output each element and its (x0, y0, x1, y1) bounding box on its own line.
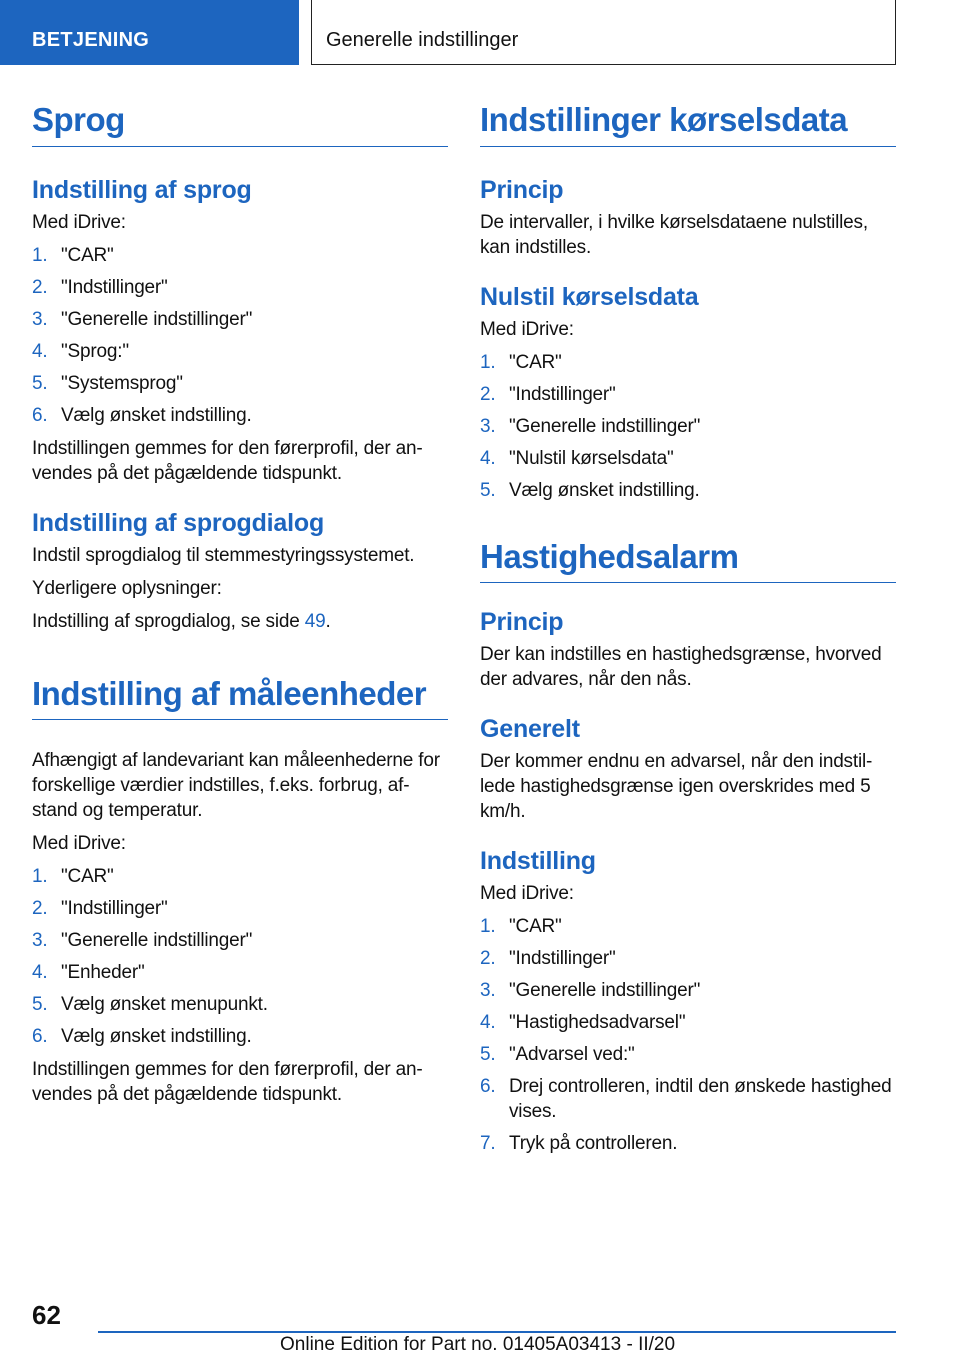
list-item: 2. "Indstillinger" (480, 948, 616, 970)
list-item: 5. Vælg ønsket indstilling. (480, 479, 700, 501)
list-item: 5. "Systemsprog" (32, 372, 183, 394)
paragraph: Der kan indstilles en hastighedsgrænse, hvorved der advares, når den nås. (480, 644, 882, 691)
steps-list-maaleenheder (32, 864, 448, 1049)
list-item: 5. "Advarsel ved:" (480, 1044, 635, 1066)
paragraph: Der kommer endnu en advarsel, når den indstillede hastighedsgrænse igen overskrides med 5 km/h. (480, 751, 873, 823)
note-text: Indstillingen gemmes for den førerprofil, der anvendes på det pågældende tidspunkt. (32, 1059, 423, 1106)
list-item: 1. "CAR" (480, 916, 562, 938)
list-item: 1. "CAR" (32, 244, 114, 266)
list-item: 6. Vælg ønsket indstilling. (32, 404, 252, 426)
paragraph: Afhængigt af landevariant kan måleenhederne for forskellige værdier indstilles, f.eks. forbrug, afstand og temperatur. (32, 750, 440, 822)
list-item: 3. "Generelle indstillinger" (480, 415, 701, 437)
list-item: 2. "Indstillinger" (480, 383, 616, 405)
steps-list-sprog (32, 243, 448, 428)
intro-text: Med iDrive: (480, 883, 574, 905)
footer-edition-text: Online Edition for Part no. 01405A03413 - II/20 (280, 1334, 676, 1355)
paragraph: Yderligere oplysninger: (32, 577, 222, 599)
section-title-maaleenheder: Indstilling af måleenheder (32, 674, 448, 721)
heading-princip: Princip (480, 608, 564, 637)
right-column (480, 100, 896, 1164)
steps-list-hastighed (480, 914, 896, 1156)
list-item: 7. Tryk på controlleren. (480, 1133, 678, 1155)
list-item: 6. Drej controlleren, indtil den ønskede hastighed vises. (480, 1076, 892, 1123)
page-link[interactable]: 49 (304, 610, 326, 632)
heading-sprogdialog: Indstilling af sprogdialog (32, 508, 325, 537)
intro-text: Med iDrive: (32, 211, 126, 233)
section-title-koerselsdata: Indstillinger kørselsdata (480, 100, 896, 147)
list-item: 1. "CAR" (32, 866, 114, 888)
section-title-sprog: Sprog (32, 100, 448, 147)
header-title: Generelle indstillinger (326, 29, 519, 51)
left-column (32, 100, 448, 1115)
list-item: 3. "Generelle indstillinger" (32, 930, 253, 952)
list-item: 5. Vælg ønsket menupunkt. (32, 994, 268, 1016)
list-item: 4. "Nulstil kørselsdata" (480, 447, 674, 469)
list-item: 6. Vælg ønsket indstilling. (32, 1026, 252, 1048)
steps-list-nulstil (480, 350, 896, 503)
paragraph: De intervaller, i hvilke kørselsdataene nulstilles, kan indstilles. (480, 211, 868, 258)
heading-princip: Princip (480, 175, 564, 204)
heading-indstilling: Indstilling (480, 847, 596, 876)
section-title-hastighedsalarm: Hastighedsalarm (480, 537, 896, 584)
header-section-label: BETJENING (32, 29, 150, 51)
intro-text: Med iDrive: (32, 833, 126, 855)
list-item: 3. "Generelle indstillinger" (480, 980, 701, 1002)
list-item: 3. "Generelle indstillinger" (32, 308, 253, 330)
list-item: 1. "CAR" (480, 351, 562, 373)
note-text: Indstillingen gemmes for den førerprofil, der anvendes på det pågældende tidspunkt. (32, 437, 423, 484)
list-item: 2. "Indstillinger" (32, 898, 168, 920)
list-item: 4. "Sprog:" (32, 340, 129, 362)
header-title-box (311, 0, 896, 65)
heading-indstilling-af-sprog: Indstilling af sprog (32, 175, 252, 204)
heading-generelt: Generelt (480, 715, 580, 744)
list-item: 4. "Enheder" (32, 962, 145, 984)
footer-divider (98, 1331, 896, 1333)
heading-nulstil-koerselsdata: Nulstil kørselsdata (480, 282, 699, 311)
page-number: 62 (32, 1300, 61, 1330)
intro-text: Med iDrive: (480, 318, 574, 340)
cross-reference: Indstilling af sprogdialog, se side 49. (32, 610, 331, 632)
paragraph: Indstil sprogdialog til stemmestyringssystemet. (32, 544, 415, 566)
list-item: 2. "Indstillinger" (32, 276, 168, 298)
header-section-tab (0, 0, 299, 65)
list-item: 4. "Hastighedsadvarsel" (480, 1012, 686, 1034)
